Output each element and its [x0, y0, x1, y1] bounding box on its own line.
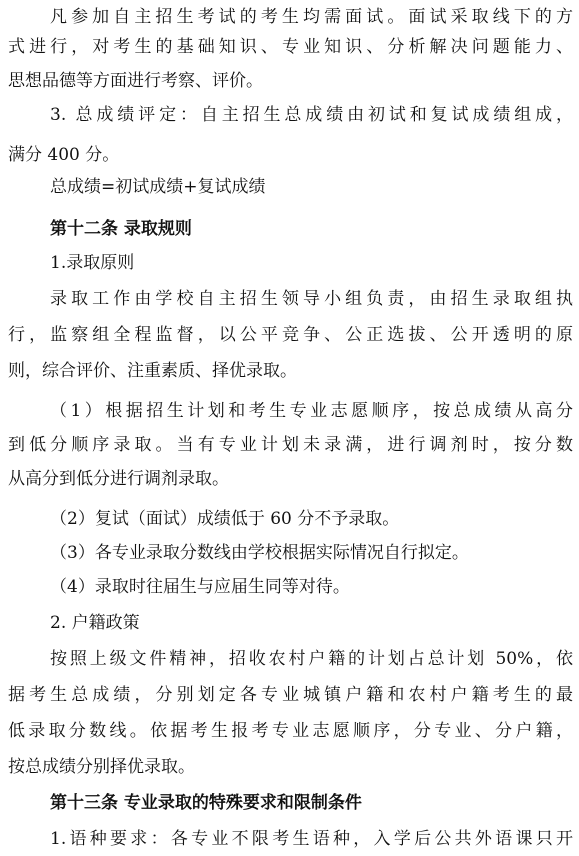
- rule-2-line: （2）复试（面试）成绩低于 60 分不予录取。: [50, 509, 400, 529]
- household-paragraph-line: 按总成绩分别择优录取。: [8, 757, 195, 777]
- rule-4-line: （4）录取时往届生与应届生同等对待。: [50, 577, 350, 597]
- admission-paragraph-line: 行，监察组全程监督，以公平竞争、公正选拔、公开透明的原: [8, 325, 573, 345]
- interview-paragraph-line: 思想品德等方面进行考察、评价。: [8, 71, 263, 91]
- total-score-paragraph-line: 满分 400 分。: [8, 145, 120, 165]
- household-paragraph-line: 据考生总成绩，分别划定各专业城镇户籍和农村户籍考生的最: [8, 685, 573, 705]
- household-paragraph-line: 低录取分数线。依据考生报考专业志愿顺序，分专业、分户籍，: [8, 721, 573, 741]
- language-requirement-line: 1.语种要求：各专业不限考生语种，入学后公共外语课只开: [50, 829, 573, 849]
- total-score-paragraph-line: 3. 总成绩评定：自主招生总成绩由初试和复试成绩组成，: [50, 105, 573, 125]
- rule-1-line: （1）根据招生计划和考生专业志愿顺序，按总成绩从高分: [50, 401, 573, 421]
- article-13-heading: 第十三条 专业录取的特殊要求和限制条件: [50, 793, 362, 813]
- admission-principle-heading: 1.录取原则: [50, 253, 135, 273]
- rule-3-line: （3）各专业录取分数线由学校根据实际情况自行拟定。: [50, 543, 469, 563]
- household-paragraph-line: 按照上级文件精神，招收农村户籍的计划占总计划 50%，依: [50, 649, 573, 669]
- rule-1-line: 到低分顺序录取。当有专业计划未录满，进行调剂时，按分数: [8, 435, 573, 455]
- interview-paragraph-line: 式进行，对考生的基础知识、专业知识、分析解决问题能力、: [8, 37, 573, 57]
- article-12-heading: 第十二条 录取规则: [50, 219, 192, 239]
- total-score-formula: 总成绩=初试成绩+复试成绩: [50, 177, 266, 197]
- interview-paragraph-line: 凡参加自主招生考试的考生均需面试。面试采取线下的方: [50, 7, 573, 27]
- rule-1-line: 从高分到低分进行调剂录取。: [8, 469, 229, 489]
- admission-paragraph-line: 则，综合评价、注重素质、择优录取。: [8, 361, 297, 381]
- household-policy-heading: 2. 户籍政策: [50, 613, 140, 633]
- admission-paragraph-line: 录取工作由学校自主招生领导小组负责，由招生录取组执: [50, 289, 573, 309]
